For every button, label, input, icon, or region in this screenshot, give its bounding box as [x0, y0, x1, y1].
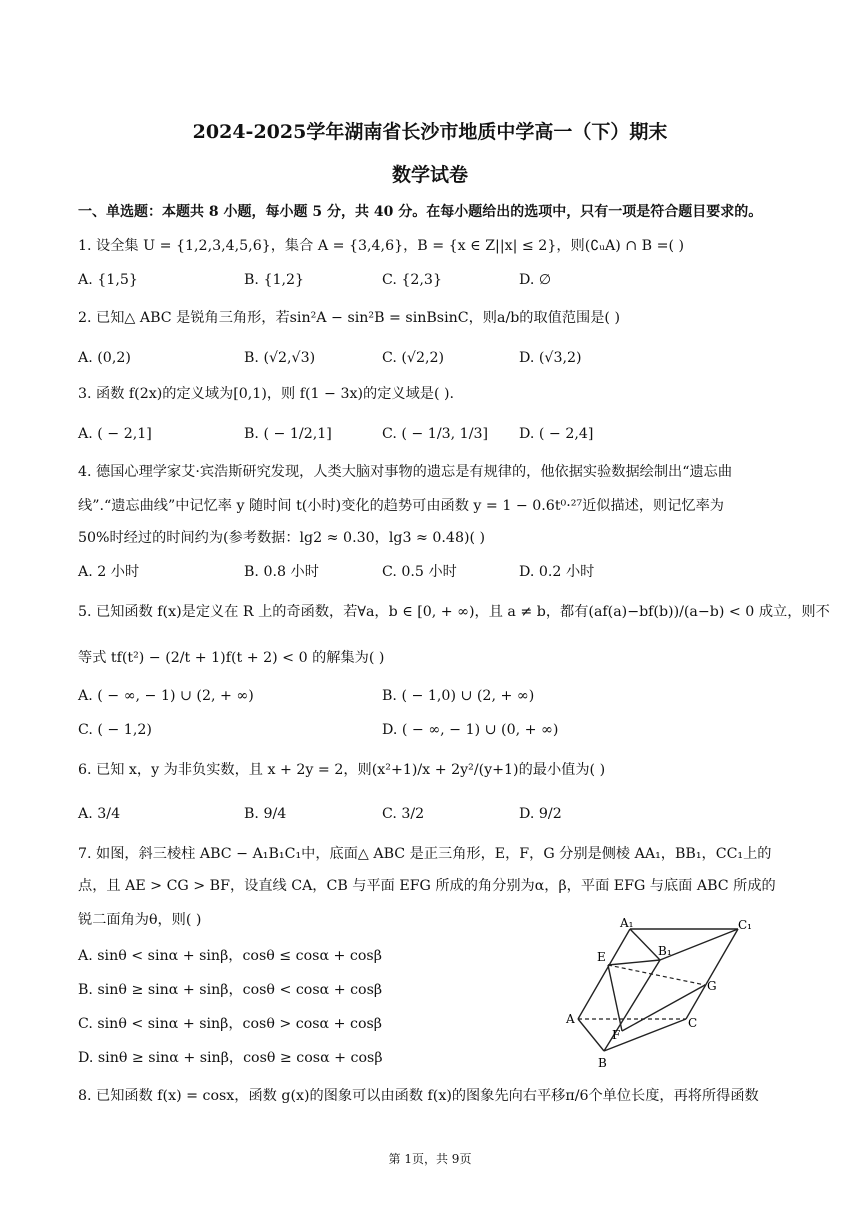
question-6-option-c: C. 3/2 [382, 806, 425, 822]
label-b: B [598, 1056, 607, 1070]
question-3-option-b: B. ( − 1/2,1] [244, 426, 332, 442]
label-f: F [612, 1028, 621, 1042]
question-2-option-d: D. (√3,2) [519, 350, 582, 366]
question-1-option-a: A. {1,5} [78, 272, 138, 288]
edge-a-a1 [578, 929, 630, 1019]
question-1-option-c: C. {2,3} [382, 272, 442, 288]
question-6-option-a: A. 3/4 [78, 806, 121, 822]
label-c1: C₁ [738, 918, 752, 932]
question-3-text: 3. 函数 f(2x)的定义域为[0,1)，则 f(1 − 3x)的定义域是( ). [78, 386, 455, 402]
edge-a1-b1 [630, 929, 660, 960]
question-1-option-b: B. {1,2} [244, 272, 305, 288]
question-5-option-c: C. ( − 1,2) [78, 722, 152, 738]
question-3-option-c: C. ( − 1/3, 1/3] [382, 426, 489, 442]
question-4-option-a: A. 2 小时 [78, 564, 140, 580]
edge-b1-c1 [660, 929, 738, 960]
question-3-option-a: A. ( − 2,1] [78, 426, 152, 442]
question-4-text-line-1: 4. 德国心理学家艾·宾浩斯研究发现，人类大脑对事物的遗忘是有规律的，他依据实验数据绘制出“遗忘曲 [78, 464, 733, 480]
question-5-option-a: A. ( − ∞, − 1) ∪ (2, + ∞) [78, 688, 254, 704]
question-5-option-d: D. ( − ∞, − 1) ∪ (0, + ∞) [382, 722, 559, 738]
edge-e-g-hidden [608, 965, 705, 985]
label-a1: A₁ [620, 916, 634, 930]
question-4-option-d: D. 0.2 小时 [519, 564, 595, 580]
question-8-text: 8. 已知函数 f(x) = cosx，函数 g(x)的图象可以由函数 f(x)的图象先向右平移π/6个单位长度，再将所得函数 [78, 1088, 759, 1104]
question-5-text-line-2: 等式 tf(t²) − (2/t + 1)f(t + 2) < 0 的解集为( ) [78, 650, 385, 666]
prism-figure [560, 915, 770, 1071]
question-7-text-line-2: 点，且 AE > CG > BF，设直线 CA，CB 与平面 EFG 所成的角分别为α，β，平面 EFG 与底面 ABC 所成的 [78, 878, 776, 894]
label-g: G [707, 979, 717, 993]
question-4-text-line-3: 50%时经过的时间约为(参考数据：lg2 ≈ 0.30，lg3 ≈ 0.48)( ) [78, 530, 486, 546]
question-5-text-line-1: 5. 已知函数 f(x)是定义在 R 上的奇函数，若∀a，b ∈ [0, + ∞)，且 a ≠ b，都有(af(a)−bf(b))/(a−b) < 0 成立，则不 [78, 604, 830, 620]
edge-e-f [608, 965, 622, 1031]
question-6-text: 6. 已知 x，y 为非负实数，且 x + 2y = 2，则(x²+1)/x + 2y²/(y+1)的最小值为( ) [78, 762, 606, 778]
page-subtitle: 数学试卷 [391, 164, 468, 186]
edge-e-b1 [608, 960, 660, 965]
question-4-option-b: B. 0.8 小时 [244, 564, 319, 580]
question-2-option-a: A. (0,2) [78, 350, 131, 366]
question-4-option-c: C. 0.5 小时 [382, 564, 457, 580]
page-title: 2024-2025学年湖南省长沙市地质中学高一（下）期末 [192, 121, 668, 143]
label-b1: B₁ [658, 944, 672, 958]
question-7-option-c: C. sinθ < sinα + sinβ，cosθ > cosα + cosβ [78, 1016, 383, 1032]
section-heading: 一、单选题：本题共 8 小题，每小题 5 分，共 40 分。在每小题给出的选项中，只有一项是符合题目要求的。 [78, 204, 763, 220]
question-1-option-d: D. ∅ [519, 272, 552, 288]
question-7-option-d: D. sinθ ≥ sinα + sinβ，cosθ ≥ cosα + cosβ [78, 1050, 383, 1066]
edge-a-b [578, 1019, 604, 1051]
question-2-text: 2. 已知△ ABC 是锐角三角形，若sin²A − sin²B = sinBsinC，则a/b的取值范围是( ) [78, 310, 621, 326]
question-7-text-line-3: 锐二面角为θ，则( ) [78, 912, 202, 928]
label-a: A [566, 1012, 575, 1026]
question-4-text-line-2: 线”.“遗忘曲线”中记忆率 y 随时间 t(小时)变化的趋势可由函数 y = 1 − 0.6t⁰·²⁷近似描述，则记忆率为 [78, 498, 724, 514]
question-7-text-line-1: 7. 如图，斜三棱柱 ABC − A₁B₁C₁中，底面△ ABC 是正三角形，E，F，G 分别是侧棱 AA₁，BB₁，CC₁上的 [78, 846, 772, 862]
question-1-text: 1. 设全集 U = {1,2,3,4,5,6}，集合 A = {3,4,6}，B = {x ∈ Z||x| ≤ 2}，则(∁ᵤA) ∩ B =( ) [78, 238, 685, 254]
question-2-option-b: B. (√2,√3) [244, 350, 316, 366]
page-footer: 第 1页，共 9页 [388, 1152, 472, 1166]
question-2-option-c: C. (√2,2) [382, 350, 445, 366]
question-7-option-a: A. sinθ < sinα + sinβ，cosθ ≤ cosα + cosβ [78, 948, 382, 964]
question-6-option-d: D. 9/2 [519, 806, 562, 822]
edge-c-c1 [686, 929, 738, 1019]
label-e: E [597, 950, 606, 964]
question-3-option-d: D. ( − 2,4] [519, 426, 594, 442]
question-5-option-b: B. ( − 1,0) ∪ (2, + ∞) [382, 688, 535, 704]
label-c: C [688, 1016, 698, 1030]
question-6-option-b: B. 9/4 [244, 806, 287, 822]
question-7-option-b: B. sinθ ≥ sinα + sinβ，cosθ < cosα + cosβ [78, 982, 383, 998]
